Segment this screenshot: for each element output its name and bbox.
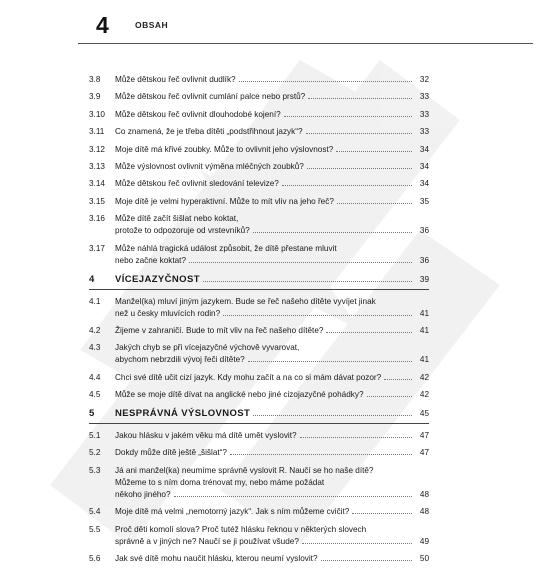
entry-number: 3.14	[89, 179, 105, 189]
entry-number: 3.13	[89, 161, 105, 171]
toc-entry[interactable]	[89, 506, 429, 518]
entry-page: 50	[419, 554, 429, 564]
leader-dots	[367, 396, 412, 397]
toc-entry[interactable]	[89, 213, 429, 237]
leader-dots	[174, 496, 412, 497]
entry-text: správně a v jiných ne? Naučí se ji používat všude?	[115, 536, 299, 546]
toc-chapter-4[interactable]	[89, 273, 429, 290]
entry-page: 48	[419, 489, 429, 499]
toc-entry[interactable]	[89, 447, 429, 459]
entry-page: 33	[419, 127, 429, 137]
entry-number: 5.5	[89, 524, 101, 534]
chapter-number: 4	[89, 273, 95, 285]
entry-text: Žijeme v zahraničí. Bude to mít vliv na řeč našeho dítěte?	[115, 325, 324, 335]
entry-text: než u česky mluvících rodin?	[115, 308, 221, 318]
leader-dots	[307, 168, 412, 169]
entry-text: Může se moje dítě dívat na anglické nebo jiné cizojazyčné pohádky?	[115, 390, 364, 400]
leader-dots	[223, 315, 412, 316]
leader-dots	[248, 361, 412, 362]
chapter-number: 5	[89, 408, 95, 420]
leader-dots	[302, 543, 412, 544]
table-of-contents	[89, 74, 429, 570]
toc-entry[interactable]	[89, 372, 429, 384]
entry-page: 49	[419, 536, 429, 546]
entry-text: Moje dítě je velmi hyperaktivní. Může to mít vliv na jeho řeč?	[115, 196, 334, 206]
leader-dots	[239, 81, 412, 82]
leader-dots	[337, 203, 412, 204]
entry-number: 5.1	[89, 431, 101, 441]
entry-number: 3.12	[89, 144, 105, 154]
entry-text: Jakých chyb se při vícejazyčné výchově vyvarovat,	[115, 343, 300, 353]
entry-text: protože to odpozoruje od vrstevníků?	[115, 226, 250, 236]
entry-page: 35	[419, 196, 429, 206]
entry-text: Může dětskou řeč ovlivnit cumlání palce nebo prstů?	[115, 92, 306, 102]
toc-entry[interactable]	[89, 161, 429, 173]
header-title: OBSAH	[135, 20, 169, 30]
leader-dots	[284, 116, 412, 117]
entry-text: Můžeme to s ním doma trénovat my, nebo máme požádat	[115, 477, 325, 487]
toc-chapter-4-entries	[89, 296, 429, 402]
leader-dots	[326, 332, 412, 333]
entry-text: Může dítě začít šišlat nebo koktat,	[115, 214, 239, 224]
entry-page: 41	[419, 308, 429, 318]
entry-number: 4.5	[89, 390, 101, 400]
entry-text: abychom nebrzdili vývoj řeči dítěte?	[115, 355, 245, 365]
entry-page: 41	[419, 355, 429, 365]
entry-text: Moje dítě má křivé zoubky. Může to ovlivnit jeho výslovnost?	[115, 144, 334, 154]
page-header	[0, 0, 550, 45]
leader-dots	[203, 281, 412, 282]
entry-page: 41	[419, 325, 429, 335]
entry-number: 4.1	[89, 296, 101, 306]
entry-page: 48	[419, 507, 429, 517]
leader-dots	[336, 151, 412, 152]
leader-dots	[300, 437, 412, 438]
entry-page: 42	[419, 372, 429, 382]
chapter-title: NESPRÁVNÁ VÝSLOVNOST	[115, 408, 251, 420]
toc-entry[interactable]	[89, 126, 429, 138]
entry-page: 36	[419, 255, 429, 265]
toc-entry[interactable]	[89, 524, 429, 548]
chapter-page: 45	[419, 409, 429, 419]
entry-number: 4.3	[89, 343, 101, 353]
leader-dots	[308, 98, 412, 99]
toc-entry[interactable]	[89, 91, 429, 103]
entry-number: 3.9	[89, 92, 101, 102]
entry-page: 33	[419, 109, 429, 119]
toc-entry[interactable]	[89, 296, 429, 320]
entry-text: Může dětskou řeč ovlivnit sledování televize?	[115, 179, 279, 189]
entry-text: Dokdy může dítě ještě „šišlat“?	[115, 448, 227, 458]
toc-entry[interactable]	[89, 74, 429, 86]
entry-text: Může náhlá tragická událost způsobit, že dítě přestane mluvit	[115, 243, 337, 253]
leader-dots	[352, 513, 412, 514]
entry-text: Proč děti komolí slova? Proč tutéž hlásku řeknou v některých slovech	[115, 524, 367, 534]
leader-dots	[189, 262, 412, 263]
page-number: 4	[96, 12, 109, 38]
leader-dots	[282, 185, 412, 186]
toc-entry[interactable]	[89, 325, 429, 337]
leader-dots	[253, 415, 412, 416]
entry-text: Já ani manžel(ka) neumíme správně vyslovit R. Naučí se ho naše dítě?	[115, 465, 374, 475]
entry-text: Může dětskou řeč ovlivnit dlouhodobé kojení?	[115, 109, 281, 119]
toc-entry[interactable]	[89, 196, 429, 208]
entry-text: Jak své dítě mohu naučit hlásku, kterou neumí vyslovit?	[115, 554, 318, 564]
toc-entry[interactable]	[89, 144, 429, 156]
leader-dots	[321, 560, 412, 561]
toc-entry[interactable]	[89, 243, 429, 267]
toc-chapter-3-entries	[89, 74, 429, 267]
entry-text: Může dětskou řeč ovlivnit dudlík?	[115, 75, 236, 84]
toc-chapter-5[interactable]	[89, 407, 429, 424]
entry-number: 3.16	[89, 214, 105, 224]
toc-entry[interactable]	[89, 342, 429, 366]
entry-page: 36	[419, 226, 429, 236]
toc-chapter-5-entries	[89, 430, 429, 565]
toc-entry[interactable]	[89, 465, 429, 501]
toc-entry[interactable]	[89, 109, 429, 121]
entry-number: 5.3	[89, 465, 101, 475]
entry-text: Může výslovnost ovlivnit výměna mléčných zoubků?	[115, 161, 304, 171]
entry-text: Jakou hlásku v jakém věku má dítě umět vyslovit?	[115, 431, 297, 441]
entry-text: Chci své dítě učit cizí jazyk. Kdy mohu začít a na co si mám dávat pozor?	[115, 372, 382, 382]
entry-page: 34	[419, 179, 429, 189]
entry-number: 4.4	[89, 372, 101, 382]
entry-text: Manžel(ka) mluví jiným jazykem. Bude se řeč našeho dítěte vyvíjet jinak	[115, 296, 376, 306]
entry-number: 3.10	[89, 109, 105, 119]
entry-page: 47	[419, 448, 429, 458]
entry-number: 5.6	[89, 554, 101, 564]
toc-entry[interactable]	[89, 389, 429, 401]
entry-number: 3.8	[89, 75, 101, 84]
toc-entry[interactable]	[89, 430, 429, 442]
entry-number: 5.2	[89, 448, 101, 458]
toc-entry[interactable]	[89, 178, 429, 190]
entry-text: někoho jiného?	[115, 489, 171, 499]
entry-number: 5.4	[89, 507, 101, 517]
entry-page: 34	[419, 144, 429, 154]
entry-page: 33	[419, 92, 429, 102]
leader-dots	[384, 379, 412, 380]
header-rule	[78, 43, 533, 44]
entry-page: 47	[419, 431, 429, 441]
leader-dots	[253, 232, 412, 233]
chapter-title: VÍCEJAZYČNOST	[115, 273, 200, 285]
entry-number: 4.2	[89, 325, 101, 335]
entry-text: Co znamená, že je třeba dítěti „podstřihnout jazyk“?	[115, 127, 303, 137]
entry-text: Moje dítě má velmi „nemotorný jazyk“. Jak s ním můžeme cvičit?	[115, 507, 350, 517]
entry-text: nebo začne koktat?	[115, 255, 187, 265]
leader-dots	[306, 133, 412, 134]
leader-dots	[230, 454, 412, 455]
entry-number: 3.11	[89, 127, 105, 137]
entry-number: 3.15	[89, 196, 105, 206]
entry-page: 34	[419, 161, 429, 171]
toc-entry[interactable]	[89, 553, 429, 565]
entry-page: 32	[419, 75, 429, 84]
chapter-page: 39	[419, 274, 429, 284]
entry-page: 42	[419, 390, 429, 400]
entry-number: 3.17	[89, 243, 105, 253]
